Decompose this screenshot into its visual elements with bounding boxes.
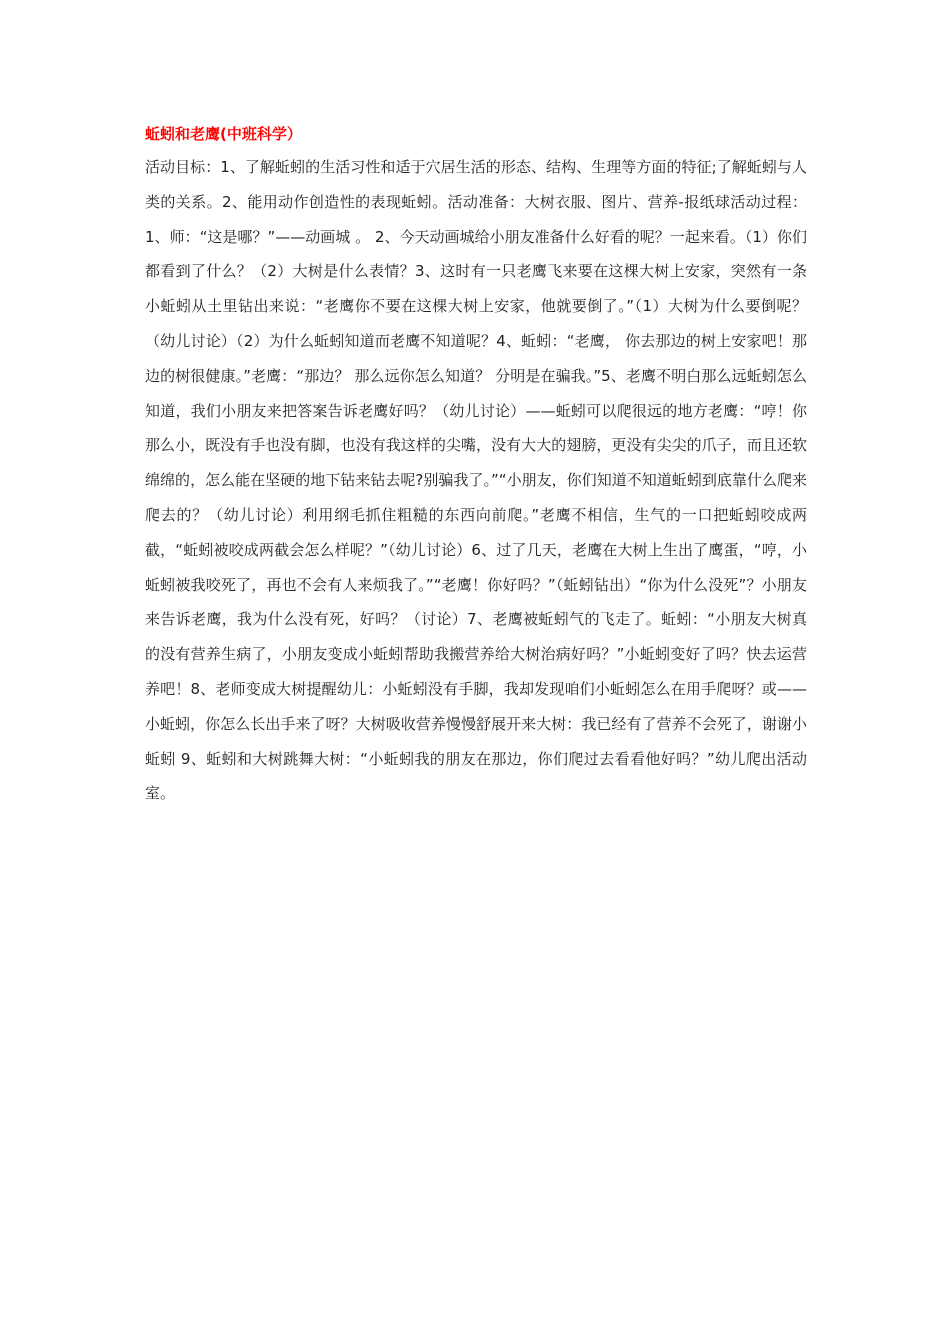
document-title: 蚯蚓和老鹰(中班科学） [145,125,302,143]
document-body-text: 活动目标：1、了解蚯蚓的生活习性和适于穴居生活的形态、结构、生理等方面的特征;了解蚯蚓与人类的关系。2、能用动作创造性的表现蚯蚓。活动准备：大树衣服、图片、营养-报纸球活动过程：1、师：“这是哪？”——动画城 。 2、今天动画城给小朋友准备什么好看的呢？一起来看。（1）你们都看到了什么？（2）大树是什么表情？3、这时有一只老鹰飞来要在这棵大树上安家，突然有一条小蚯蚓从土里钻出来说：“老鹰你不要在这棵大树上安家，他就要倒了。”（1）大树为什么要倒呢？（幼儿讨论）（2）为什么蚯蚓知道而老鹰不知道呢？4、蚯蚓：“老鹰， 你去那边的树上安家吧！那边的树很健康。”老鹰：“那边？ 那么远你怎么知道？ 分明是在骗我。”5、老鹰不明白那么远蚯蚓怎么知道，我们小朋友来把答案告诉老鹰好吗？（幼儿讨论）——蚯蚓可以爬很远的地方老鹰：“哼！你那么小，既没有手也没有脚，也没有我这样的尖嘴，没有大大的翅膀，更没有尖尖的爪子，而且还软绵绵的，怎么能在坚硬的地下钻来钻去呢?别骗我了。”“小朋友，你们知道不知道蚯蚓到底靠什么爬来爬去的？（幼儿讨论）利用纲毛抓住粗糙的东西向前爬。”老鹰不相信，生气的一口把蚯蚓咬成两截，“蚯蚓被咬成两截会怎么样呢？”（幼儿讨论）6、过了几天，老鹰在大树上生出了鹰蛋，“哼，小蚯蚓被我咬死了，再也不会有人来烦我了。”“老鹰！你好吗？”（蚯蚓钻出）“你为什么没死”？小朋友来告诉老鹰，我为什么没有死，好吗？（讨论）7、老鹰被蚯蚓气的飞走了。蚯蚓：“小朋友大树真的没有营养生病了，小朋友变成小蚯蚓帮助我搬营养给大树治病好吗？”小蚯蚓变好了吗？快去运营养吧！8、老师变成大树提醒幼儿：小蚯蚓没有手脚，我却发现咱们小蚯蚓怎么在用手爬呀？或——小蚯蚓，你怎么长出手来了呀？大树吸收营养慢慢舒展开来大树：我已经有了营养不会死了，谢谢小蚯蚓 9、蚯蚓和大树跳舞大树：“小蚯蚓我的朋友在那边，你们爬过去看看他好吗？”幼儿爬出活动室。 [145,158,807,803]
